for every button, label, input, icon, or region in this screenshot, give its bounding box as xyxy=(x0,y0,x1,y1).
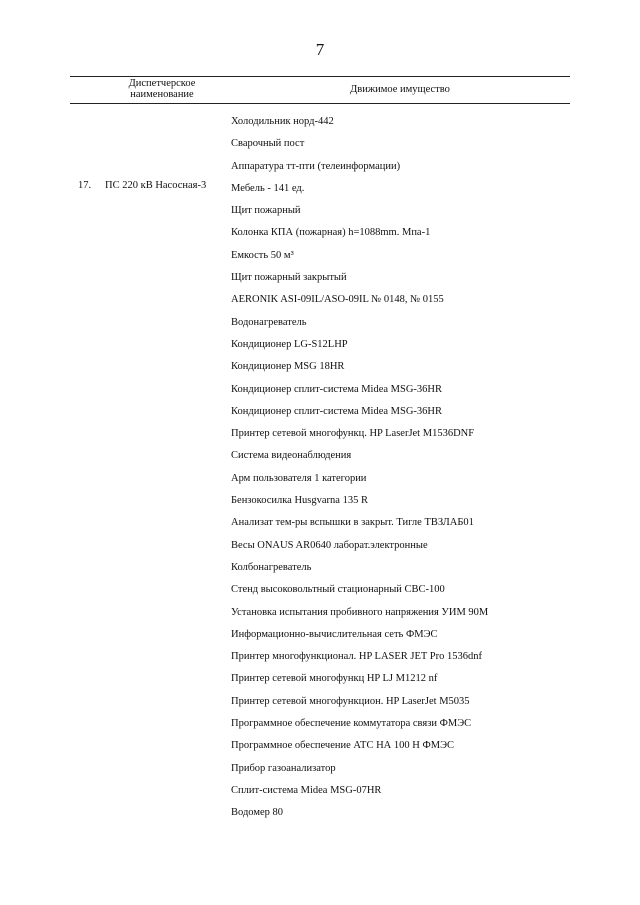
property-list-item: Кондиционер MSG 18HR xyxy=(231,361,345,373)
property-list-item: Бензокосилка Husgvarna 135 R xyxy=(231,495,368,507)
property-list-item: Весы ONAUS AR0640 лаборат.электронные xyxy=(231,539,428,551)
header-dispatch-name xyxy=(112,78,212,100)
property-list-item: Принтер сетевой многофункц. HP LaserJet M1536DNF xyxy=(231,428,475,440)
property-list-item: Холодильник норд-442 xyxy=(231,116,334,127)
property-list-item: Информационно-вычислительная сеть ФМЭС xyxy=(231,628,438,640)
property-list-item: Сварочный пост xyxy=(231,138,305,150)
property-list-item: Установка испытания пробивного напряжения УИМ 90М xyxy=(231,606,489,618)
property-list-item: Аппаратура тт-пти (телеинформации) xyxy=(231,160,401,172)
property-list-item: Принтер сетевой многофункц HP LJ M1212 nf xyxy=(231,673,438,685)
property-list-item: Программное обеспечение АТС НА 100 Н ФМЭС xyxy=(231,740,455,752)
property-list-item: Мебель - 141 ед. xyxy=(231,182,305,194)
page-number: 7 xyxy=(315,40,325,59)
property-list-item: Программное обеспечение коммутатора связи ФМЭС xyxy=(231,718,472,730)
property-list-item: Арм пользователя 1 категории xyxy=(231,472,367,484)
property-list-item: Сплит-система Midea MSG-07HR xyxy=(231,784,382,796)
property-list-item: Принтер многофункционал. HP LASER JET Pro 1536dnf xyxy=(231,651,482,663)
property-list-item: Щит пожарный xyxy=(231,205,301,217)
property-list-item: Кондиционер сплит-система Midea MSG-36HR xyxy=(231,405,443,417)
property-list-item: Система видеонаблюдения xyxy=(231,450,352,462)
header-movable-property: Движимое имущество xyxy=(350,84,450,95)
table-top-rule xyxy=(70,76,570,77)
table-header-rule xyxy=(70,103,570,104)
property-list xyxy=(231,115,488,829)
property-list-item: Анализат тем-ры вспышки в закрыт. Тигле ТВЗЛАБ01 xyxy=(231,517,474,529)
property-list-item: Водомер 80 xyxy=(231,807,284,819)
property-list-item: Щит пожарный закрытый xyxy=(231,272,347,284)
header-dispatch-name-line2: наименование xyxy=(130,89,194,100)
property-list-item: Кондиционер LG-S12LHP xyxy=(231,338,348,350)
row-dispatch-name: ПС 220 кВ Насосная-3 xyxy=(105,180,207,191)
property-list-item: Емкость 50 м³ xyxy=(231,249,294,261)
property-list-item: Стенд высоковольтный стационарный СВС-100 xyxy=(231,584,445,596)
row-number: 17. xyxy=(78,180,92,191)
property-list-item: Принтер сетевой многофункцион. HP LaserJet M5035 xyxy=(231,695,470,707)
property-list-item: Кондиционер сплит-система Midea MSG-36HR xyxy=(231,383,443,395)
property-list-item: Колбонагреватель xyxy=(231,561,312,573)
property-list-item: Прибор газоанализатор xyxy=(231,762,336,774)
property-list-item: AERONIK ASI-09IL/ASO-09IL № 0148, № 0155 xyxy=(231,294,444,306)
property-list-item: Водонагреватель xyxy=(231,316,307,328)
property-list-item: Колонка КПА (пожарная) h=1088mm. Мпа-1 xyxy=(231,227,431,239)
header-dispatch-name-line1: Диспетчерское xyxy=(128,78,196,89)
